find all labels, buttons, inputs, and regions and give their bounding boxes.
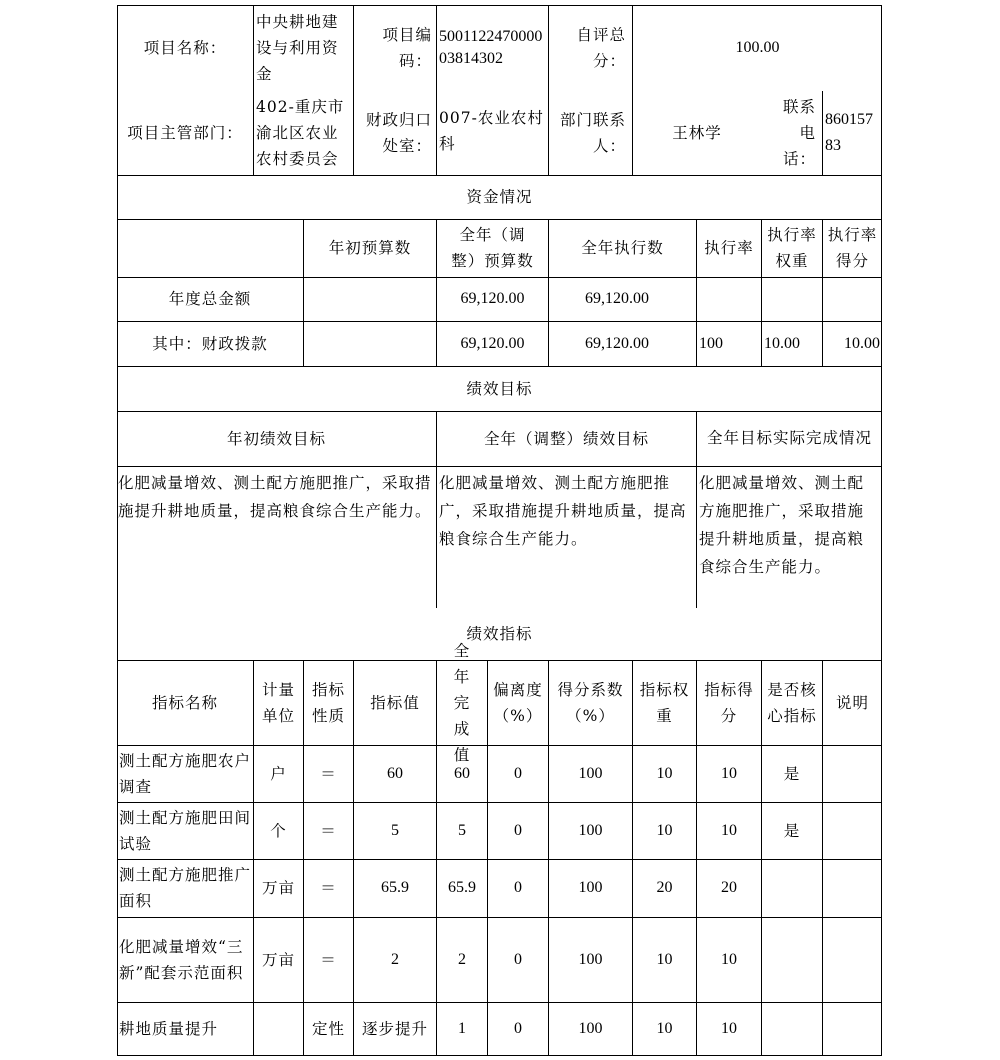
- ind-col-score: 指标得分: [704, 680, 754, 725]
- ind-row-nature: ＝: [320, 764, 337, 783]
- project-name-label: 项目名称：: [143, 39, 227, 57]
- ind-row-weight: 10: [656, 950, 673, 968]
- ind-row-score: 10: [721, 764, 737, 782]
- ind-row-name: 化肥减量增效“三新”配套示范面积: [119, 937, 244, 982]
- ind-row-note: [823, 859, 882, 917]
- ind-row-coef: 100: [578, 764, 603, 782]
- ind-row-weight: 10: [656, 1019, 673, 1037]
- ind-col-weight: 指标权重: [639, 680, 690, 725]
- ind-row-unit: 户: [270, 764, 287, 783]
- funds-row-weight: 10.00: [764, 334, 800, 352]
- ind-row-target: 65.9: [381, 879, 409, 896]
- ind-row-coef: 100: [578, 821, 603, 839]
- ind-row-score: 10: [721, 950, 737, 968]
- ind-row-nature: 定性: [311, 1019, 345, 1038]
- self-score-label: 自评总分：: [576, 26, 626, 70]
- ind-row-name: 测土配方施肥推广面积: [119, 866, 252, 910]
- ind-row-nature: ＝: [320, 950, 337, 969]
- ind-row-nature: ＝: [320, 879, 337, 897]
- ind-row-name: 耕地质量提升: [119, 1019, 219, 1038]
- goals-col-adjusted: 全年（调整）绩效目标: [483, 429, 649, 448]
- funds-row-initial: [304, 277, 436, 321]
- ind-row-core: [762, 859, 822, 917]
- ind-row-actual: 5: [458, 821, 466, 839]
- funds-col-initial: 年初预算数: [328, 239, 412, 257]
- ind-row-actual: 1: [458, 1019, 466, 1037]
- ind-row-score: 20: [721, 879, 737, 896]
- row-divider: [117, 466, 882, 467]
- ind-row-target: 逐步提升: [361, 1019, 428, 1038]
- project-code-label: 项目编码：: [382, 26, 432, 70]
- funds-col-rate: 执行率: [704, 239, 754, 257]
- funds-row-score: 10.00: [844, 334, 880, 352]
- funds-col-weight: 执行率权重: [767, 226, 817, 270]
- ind-row-note: [823, 1002, 882, 1055]
- finance-label: 财政归口处室：: [365, 111, 432, 155]
- funds-row-adjusted: 69,120.00: [460, 334, 525, 352]
- dept: 402-重庆市渝北区农业农村委员会: [256, 98, 345, 168]
- ind-row-core: [762, 1002, 822, 1055]
- contact: 王林学: [672, 124, 722, 142]
- ind-col-unit: 计量单位: [262, 680, 296, 725]
- funds-row-executed: 69,120.00: [585, 290, 649, 307]
- ind-row-score: 10: [721, 1019, 737, 1037]
- ind-row-target: 5: [391, 821, 399, 839]
- ind-row-actual: 65.9: [448, 879, 476, 896]
- funds-row-label: 其中：财政拨款: [152, 334, 268, 353]
- ind-row-weight: 20: [656, 879, 673, 896]
- self-score: 100.00: [735, 39, 780, 56]
- funds-row-initial: [304, 321, 436, 366]
- ind-col-coef: 得分系数（%）: [557, 680, 624, 725]
- ind-row-weight: 10: [656, 821, 673, 839]
- ind-col-core: 是否核心指标: [767, 680, 817, 725]
- ind-col-target: 指标值: [370, 693, 420, 712]
- goals-section-title: 绩效目标: [466, 379, 533, 398]
- ind-row-note: [823, 917, 882, 1002]
- funds-row-rate: 100: [699, 334, 723, 352]
- phone-label: 联系电话：: [783, 98, 817, 168]
- goals-col-initial: 年初绩效目标: [226, 429, 326, 448]
- ind-row-name: 测土配方施肥农户调查: [119, 751, 252, 796]
- goals-col-actual: 全年目标实际完成情况: [706, 429, 872, 447]
- ind-row-nature: ＝: [320, 821, 337, 840]
- ind-row-core: [762, 917, 822, 1002]
- ind-row-deviation: 0: [514, 950, 522, 968]
- goals-initial-text: 化肥减量增效、测土配方施肥推广，采取措施提升耕地质量，提高粮食综合生产能力。: [118, 474, 432, 520]
- goals-actual-text: 化肥减量增效、测土配方施肥推广，采取措施提升耕地质量，提高粮食综合生产能力。: [699, 474, 865, 576]
- ind-row-core: 是: [783, 764, 801, 783]
- phone: 86015783: [825, 111, 873, 154]
- funds-col-executed: 全年执行数: [581, 239, 664, 257]
- ind-col-name: 指标名称: [151, 693, 218, 712]
- ind-row-deviation: 0: [514, 821, 522, 839]
- funds-row-score: [823, 277, 882, 321]
- ind-row-coef: 100: [578, 1019, 603, 1037]
- ind-row-unit: 个: [270, 821, 287, 840]
- ind-row-actual: 60: [454, 764, 470, 782]
- ind-row-target: 60: [387, 764, 403, 782]
- ind-row-deviation: 0: [514, 879, 522, 896]
- ind-row-core: 是: [783, 821, 801, 840]
- ind-row-coef: 100: [578, 950, 603, 968]
- funds-row-weight: [762, 277, 822, 321]
- funds-row-label: 年度总金额: [168, 290, 252, 308]
- funds-col-adjusted: 全年（调整）预算数: [451, 226, 534, 270]
- ind-row-unit: 万亩: [261, 879, 295, 897]
- ind-row-unit: [254, 1002, 303, 1055]
- contact-label: 部门联系人：: [559, 111, 626, 155]
- ind-col-actual: 全年完成值: [453, 641, 471, 764]
- ind-col-nature: 指标性质: [312, 680, 346, 725]
- ind-row-target: 2: [391, 950, 399, 968]
- ind-row-actual: 2: [458, 950, 466, 968]
- project-name: 中央耕地建设与利用资金: [256, 13, 339, 83]
- funds-row-adjusted: 69,120.00: [460, 290, 525, 307]
- ind-row-note: [823, 745, 882, 802]
- ind-row-note: [823, 802, 882, 859]
- ind-col-deviation: 偏离度（%）: [493, 680, 543, 725]
- funds-row-rate: [697, 277, 761, 321]
- ind-row-name: 测土配方施肥田间试验: [119, 808, 252, 853]
- ind-row-weight: 10: [656, 764, 673, 782]
- ind-col-note: 说明: [835, 693, 869, 712]
- finance: 007-农业农村科: [439, 109, 544, 153]
- funds-section-title: 资金情况: [466, 188, 533, 206]
- ind-row-deviation: 0: [514, 764, 522, 782]
- indicators-section-title: 绩效指标: [466, 625, 533, 643]
- project-code: 500112247000003814302: [439, 28, 543, 67]
- funds-row-executed: 69,120.00: [585, 334, 649, 352]
- ind-row-unit: 万亩: [261, 950, 295, 969]
- ind-row-coef: 100: [578, 879, 603, 896]
- ind-row-deviation: 0: [514, 1019, 522, 1037]
- ind-row-score: 10: [721, 821, 737, 839]
- funds-col-score: 执行率得分: [827, 226, 878, 270]
- goals-adjusted-text: 化肥减量增效、测土配方施肥推广，采取措施提升耕地质量，提高粮食综合生产能力。: [439, 474, 687, 548]
- dept-label: 项目主管部门：: [127, 124, 243, 142]
